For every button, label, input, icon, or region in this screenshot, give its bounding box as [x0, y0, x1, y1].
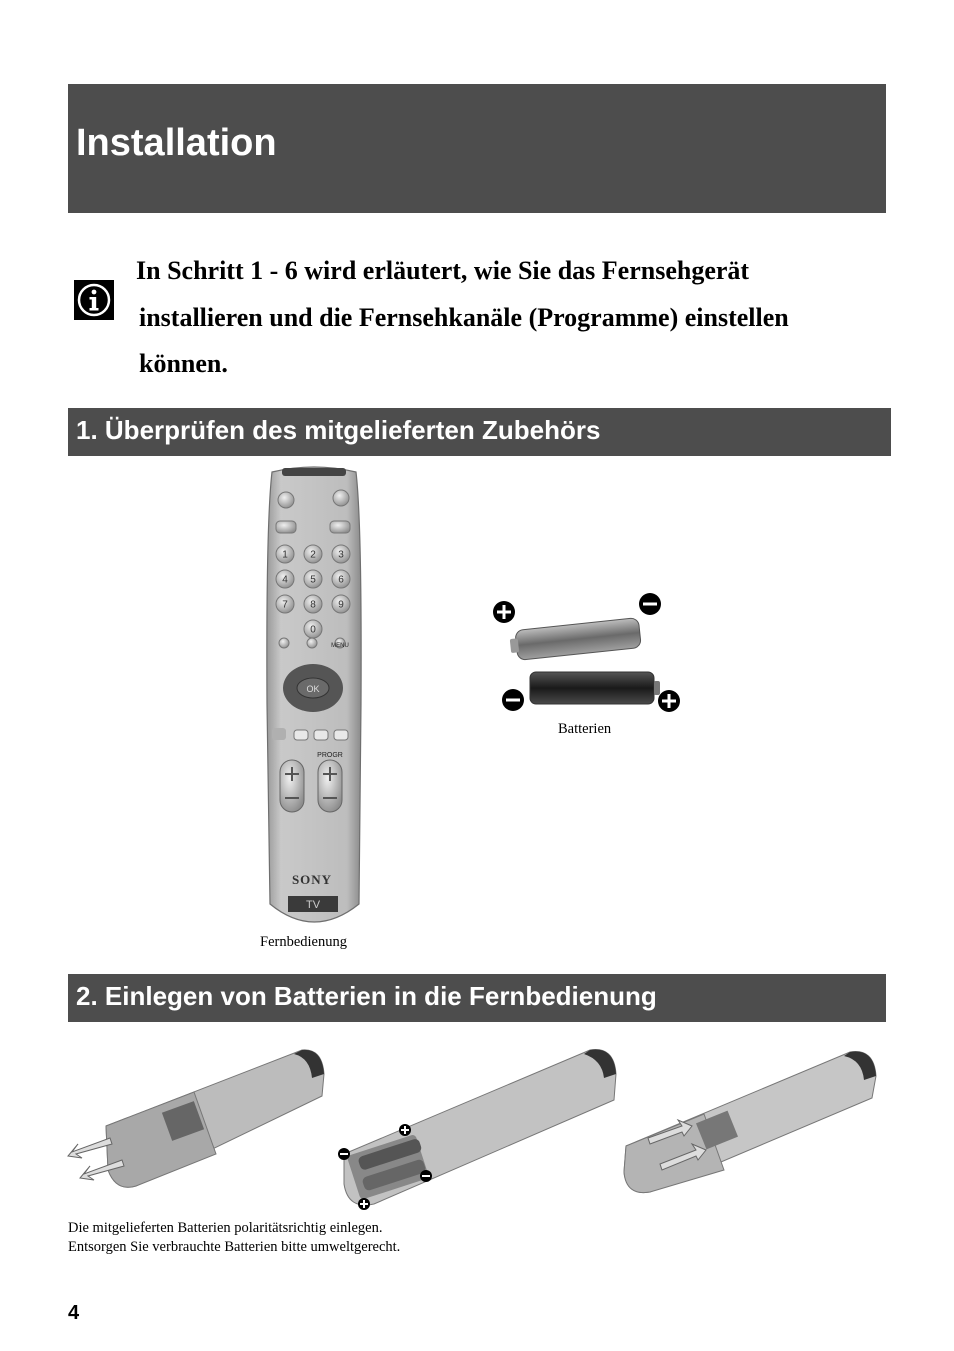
plus-icon [658, 690, 680, 712]
minus-icon [338, 1148, 350, 1160]
intro-line-1: In Schritt 1 - 6 wird erläutert, wie Sie das Fernsehgerät [136, 256, 750, 285]
remote-number-label: 6 [338, 574, 344, 586]
remote-number-label: 4 [282, 574, 288, 586]
remote-ok-label: OK [306, 684, 320, 694]
remote-brand-label: SONY [291, 872, 333, 887]
page-number: 4 [68, 1302, 80, 1324]
intro-text [136, 248, 856, 388]
remote-progr-label: PROGR [317, 752, 343, 759]
remote-number-label: 2 [310, 549, 316, 561]
remote-number-label: 9 [338, 599, 344, 611]
minus-icon [502, 689, 524, 711]
intro-line-2: installieren und die Fernsehkanäle (Programme) einstellen [139, 302, 789, 332]
section-2-title: 2. Einlegen von Batterien in die Fernbedienung [76, 981, 657, 1011]
remote-number-label: 5 [310, 574, 316, 586]
remote-caption: Fernbedienung [260, 934, 347, 950]
battery-cover-close-image [620, 1046, 878, 1196]
remote-number-label: 7 [282, 599, 288, 611]
batteries-caption: Batterien [558, 721, 612, 737]
minus-icon [639, 593, 661, 615]
remote-number-label: 0 [310, 624, 316, 636]
battery-note-line-1: Die mitgelieferten Batterien polaritätsrichtig einlegen. [68, 1220, 383, 1236]
battery-insert-image [334, 1044, 618, 1210]
info-icon [74, 280, 114, 320]
plus-icon [399, 1124, 411, 1136]
remote-number-label: 3 [338, 549, 344, 561]
batteries-image [488, 590, 684, 716]
remote-menu-label: MENU [331, 643, 349, 649]
section-1-title: 1. Überprüfen des mitgelieferten Zubehörs [76, 415, 601, 445]
section-2-band [68, 974, 886, 1022]
section-1-band [68, 408, 891, 456]
battery-note-line-2: Entsorgen Sie verbrauchte Batterien bitte umweltgerecht. [68, 1239, 401, 1255]
remote-number-label: 1 [282, 549, 288, 561]
plus-icon [493, 601, 515, 623]
remote-control-image [258, 464, 370, 934]
page-title: Installation [76, 122, 277, 164]
remote-number-label: 8 [310, 599, 316, 611]
remote-tv-label: TV [305, 899, 321, 911]
battery-cover-open-image [66, 1046, 328, 1194]
plus-icon [358, 1198, 370, 1210]
intro-line-3: können. [139, 349, 228, 378]
title-band [68, 84, 886, 213]
minus-icon [420, 1170, 432, 1182]
battery-note [68, 1219, 400, 1257]
